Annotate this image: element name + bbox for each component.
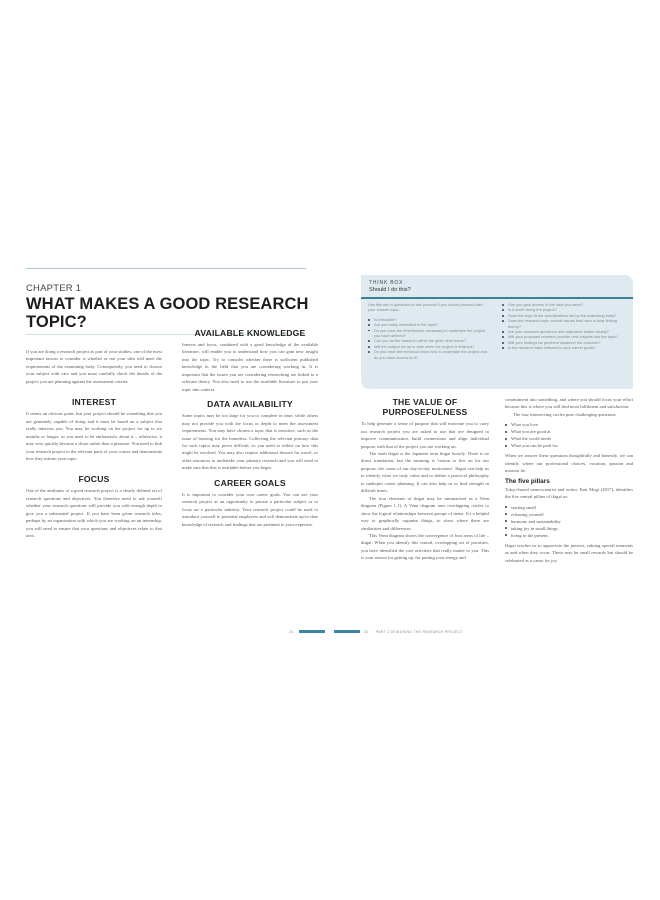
question-item: Do you have the technical know-how to undertake the project and do you have access to it? [368, 349, 491, 360]
purpose-column [361, 396, 489, 562]
list-item: What you love [505, 421, 633, 428]
question-item: Will your findings be pertinent whatever the outcome? [502, 340, 625, 345]
top-rule-divider [26, 268, 306, 269]
think-box-right-column [502, 302, 625, 351]
right-page-number: 22 [364, 629, 369, 634]
intro-paragraph: If you are doing a research project as part of your studies, one of the most important factors to consider is whether or not your idea will meet the requirements of the examining body. Consequently, you need to choose your subject with care and you must carefully check the details of the project you are planning against the assessment criteria. [26, 349, 162, 384]
question-item: Does the topic fit the specifications set by the examining body? [502, 313, 625, 318]
list-item: releasing yourself [505, 511, 633, 518]
question-item: Will the subject be up to date when the project is finished? [368, 344, 491, 349]
think-box-rule [361, 297, 633, 299]
closing-paragraph: Ikigai teaches us to appreciate the present, valuing special moments as and when they occur. These may be small rewards but should be celebrated as a cause for joy. [505, 542, 633, 563]
heading-interest: INTEREST [71, 397, 117, 408]
question-item: Will your proposed research provide new insights into the topic? [502, 334, 625, 339]
heading-data-availability: DATA AVAILABILITY [207, 399, 293, 410]
chapter-label: CHAPTER 1 [26, 283, 82, 294]
answer-paragraph: When we answer these questions thoughtfully and honestly, we can identify where our professional choices, vocation, passion and mission lie. [505, 453, 633, 474]
ikigai-column [505, 396, 633, 564]
right-accent-bar [334, 630, 360, 633]
list-item: living in the present. [505, 532, 633, 539]
available-knowledge-paragraph: Interest and focus, combined with a good knowledge of the available literature, will enable you to understand how you can gain new insight into the topic. Try to consider whether there is sufficient published knowledge in the field that you are considering working in. It is important that the issues you are considering researching are linked to a relevant theory. You also need to use the available literature to put your topic into context. [182, 342, 318, 392]
list-item: What the world needs [505, 435, 633, 442]
think-box-intro: Use this set of questions to ask yourself if you should proceed with your chosen topic. [368, 302, 483, 313]
running-head: PART 1 DESIGNING THE RESEARCH PROJECT [376, 630, 463, 634]
question-item: Do you have the time/finance necessary to undertake the project you have defined? [368, 328, 491, 339]
heading-available-knowledge: AVAILABLE KNOWLEDGE [194, 328, 306, 338]
right-column [182, 328, 318, 528]
question-list-right [502, 302, 625, 351]
left-accent-bar [299, 630, 325, 633]
list-item: What you can be paid for. [505, 442, 633, 449]
left-column [26, 348, 162, 540]
chapter-title: WHAT MAKES A GOOD RESEARCH TOPIC? [26, 295, 309, 331]
think-box-subtitle: Should I do this? [369, 287, 411, 293]
page-footer [0, 629, 660, 635]
focus-paragraph: One of the attributes of a good research project is a clearly defined set of research questions and objectives. You therefore need to ask yourself whether your research questions will provide you with enough depth to give you a substantial project. If you have been given research titles, perhaps by an organisation with which you are working on an internship, you will need to ensure that your questions and objectives relate to that area. [26, 488, 162, 539]
heading-focus: FOCUS [78, 474, 110, 485]
purpose-paragraph-4: This Venn diagram shows the convergence of four areas of life – ikigai. When you identify this central, overlapping set of priorities, you have identified the core activities that really matter to you. This is your reason for getting up, for putting your energy and [361, 532, 489, 561]
purpose-paragraph-3: The four elements of ikigai may be summarised as a Venn diagram (Figure 1.1). A Venn diagram uses overlapping circles to show the logical relationships between groups of items. It's a helpful way to graphically organise things, to show where there are similarities and differences. [361, 495, 489, 531]
question-list-left [368, 317, 491, 360]
interest-paragraph: It seems an obvious point, but your project should be something that you are genuinely capable of doing and it must be based on a subject that really interests you. You may be working on the project for up to six months or longer, so you need to be enthusiastic about it – otherwise, it may very quickly become a chore rather than a pleasure. You need to link your research project to the relevant parts of your course and demonstrate how they inform your topic. [26, 411, 162, 461]
heading-five-pillars: The five pillars [505, 477, 550, 485]
question-item: Can you do the research within the given time frame? [368, 338, 491, 343]
think-box [361, 275, 633, 389]
list-item: What you are good at [505, 428, 633, 435]
left-page [26, 268, 328, 663]
pillars-intro-paragraph: Tokyo-based neuroscientist and writer, Ken Mogi (2017), identifies the five central pillars of ikigai as: [505, 486, 633, 500]
question-item: Is it feasible? [368, 317, 491, 322]
list-item: starting small [505, 504, 633, 511]
circle-questions-list [505, 421, 633, 449]
questions-intro-paragraph: The four intersecting circles pose challenging questions: [513, 411, 617, 417]
heading-career-goals: CAREER GOALS [214, 477, 286, 488]
right-page [361, 268, 633, 663]
think-box-label: THINK BOX [369, 280, 404, 286]
career-goals-paragraph: It is important to consider your own career goals. You can use your research project as an opportunity to pursue a particular subject or to focus on a particular industry. Your research project could be used to introduce yourself to potential employers and will demonstrate up-to-date knowledge of research and findings that are pertinent to your expertise. [182, 491, 318, 527]
left-page-number: 21 [289, 629, 294, 634]
question-item: Is it worth doing the project? [502, 307, 625, 312]
continued-paragraph: commitment into something, and where you should focus your effort because this is where you will find most fulfilment and satisfaction. [505, 397, 633, 410]
heading-value-of-purposefulness: THE VALUE OF PURPOSEFULNESS [382, 397, 468, 417]
question-item: Does the research topic contain issues that have a clear linking theory? [502, 318, 625, 329]
list-item: taking joy in small things [505, 525, 633, 532]
question-item: Is the research topic relevant to your career goals? [502, 345, 625, 350]
list-item: harmony and sustainability [505, 518, 633, 525]
question-item: Are your research questions and objectives stated clearly? [502, 329, 625, 334]
data-availability-paragraph: Some topics may be too large for you to complete in time, while others may not provide you with the focus or depth to meet the assessment requirements. You may have chosen a topic that is sensitive, such as the issue of housing for the homeless. Collecting the relevant primary data for such topics may prove difficult, so you need to reflect on how this might be resolved. You may also require additional finance for travel, or other resources to undertake your primary research and you will need to make sure that this is available before you begin. [182, 413, 318, 471]
purpose-paragraph-1: To help generate a sense of purpose that will motivate you to carry out research project you are asked to use that are designed to improve communication, build connections and align individual purpose with that of the project you are working on. [361, 421, 489, 449]
pillars-list [505, 504, 633, 539]
think-box-header [369, 280, 411, 294]
purpose-paragraph-2: The sixth ikigai is the Japanese term ikigai loosely. There is no direct translation, but the meaning is 'reason to live on for our purpose, the cause of our day-to-day motivation'. Ikigai can help us to identify what we truly value and to define a practical philosophy to underpin career planning. It can also help us to find strength in difficult times. [361, 451, 489, 494]
question-item: Are you really interested in the topic? [368, 322, 491, 327]
think-box-left-column [368, 302, 491, 360]
question-item: Can you gain access to the data you need? [502, 302, 625, 307]
